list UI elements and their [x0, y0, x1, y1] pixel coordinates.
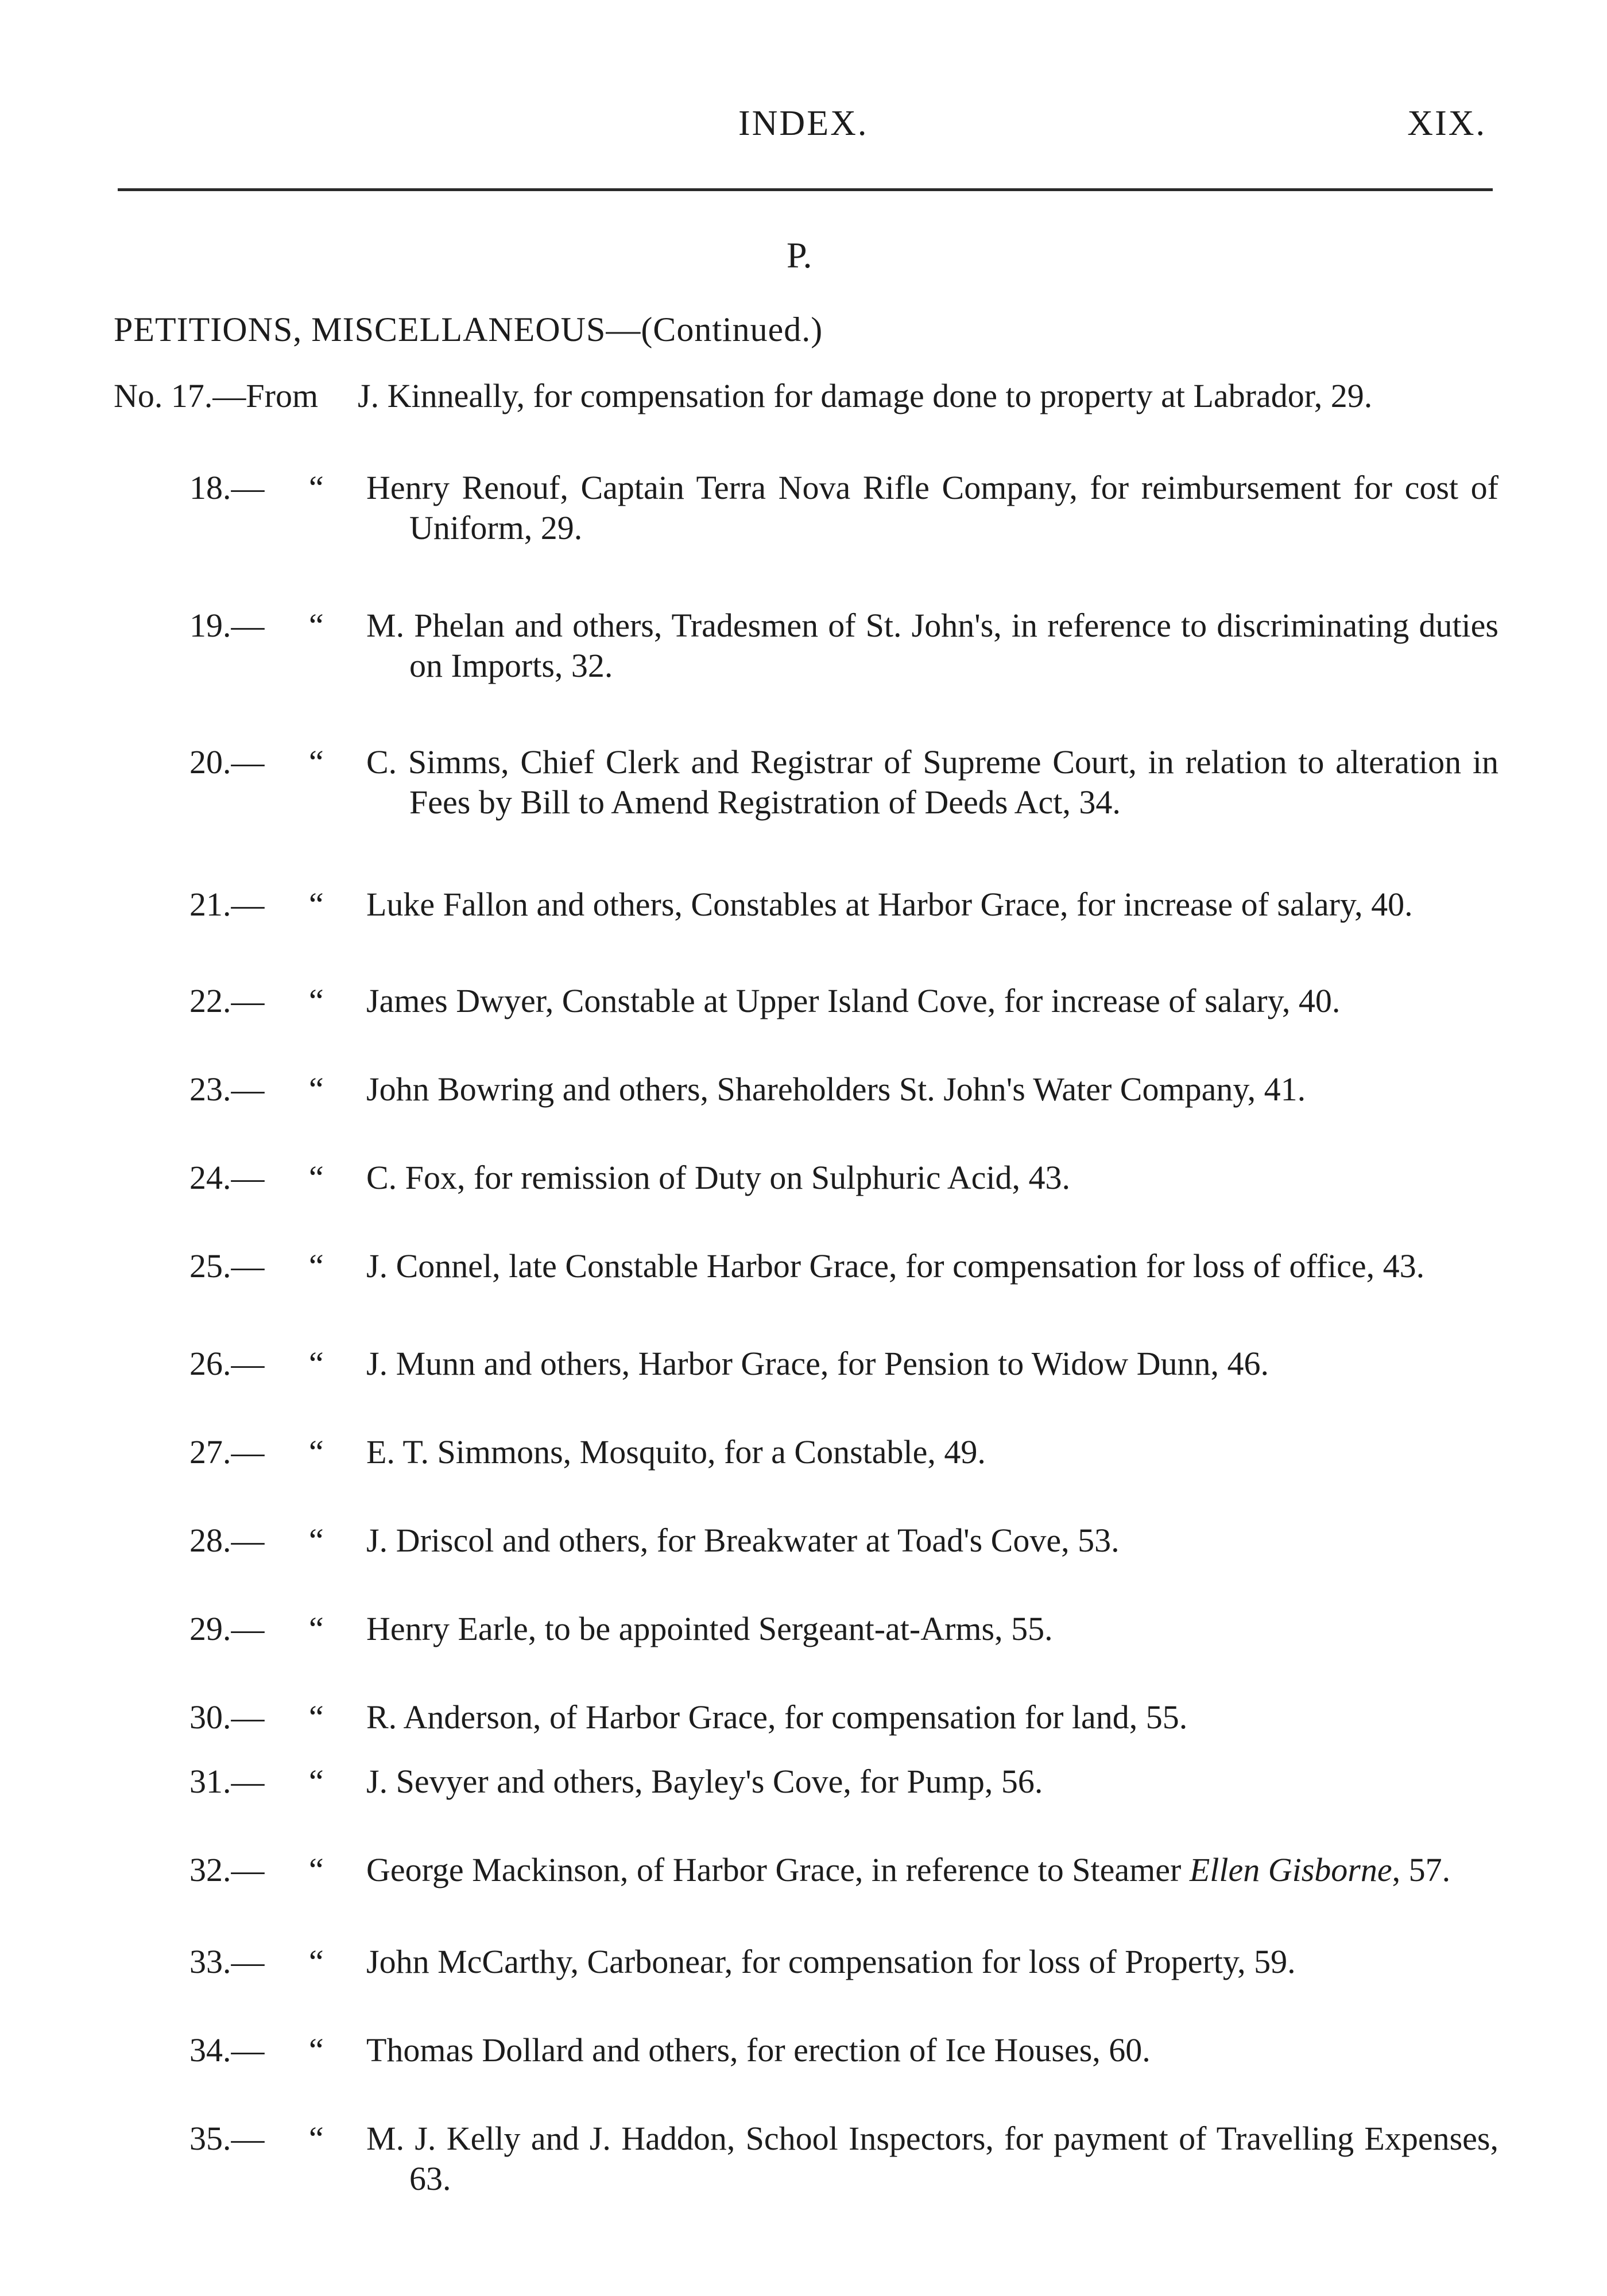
entry-text: R. Anderson, of Harbor Grace, for compensation for land, 55.: [366, 1698, 1188, 1736]
entry-number: 24.—: [189, 1159, 265, 1196]
entry-number: 34.—: [189, 2031, 265, 2069]
entry-text: Thomas Dollard and others, for erection of Ice Houses, 60.: [366, 2031, 1151, 2069]
ditto-mark: “: [309, 2031, 324, 2069]
index-entry-22: [0, 981, 1607, 1021]
entry-text: J. Kinneally, for compensation for damage done to property at Labrador, 29.: [358, 377, 1373, 414]
index-entry-19: [0, 606, 1607, 686]
ditto-mark: “: [309, 1610, 324, 1647]
header-rule: [118, 188, 1493, 191]
index-entry-30: [0, 1697, 1607, 1737]
index-entry-20: [0, 742, 1607, 823]
index-entries: [0, 376, 1607, 2247]
entry-number: 27.—: [189, 1433, 265, 1471]
section-heading: PETITIONS, MISCELLANEOUS—(Continued.): [114, 311, 823, 348]
entry-number: 31.—: [189, 1763, 265, 1800]
entry-text: J. Connel, late Constable Harbor Grace, for compensation for loss of office, 43.: [366, 1247, 1425, 1285]
ditto-mark: “: [309, 1698, 324, 1736]
entry-text-part: George Mackinson, of Harbor Grace, in reference to Steamer: [366, 1851, 1190, 1888]
entry-number: 20.—: [189, 743, 265, 781]
entry-number: 30.—: [189, 1698, 265, 1736]
index-entry-34: [0, 2030, 1607, 2070]
entry-text: Luke Fallon and others, Constables at Harbor Grace, for increase of salary, 40.: [366, 886, 1413, 923]
index-entry-21: [0, 885, 1607, 925]
entry-text: [366, 1850, 1498, 1890]
index-entry-23: [0, 1069, 1607, 1110]
entry-text: Henry Renouf, Captain Terra Nova Rifle Company, for reimbursement for cost of Uniform, 29.: [366, 469, 1498, 546]
ditto-mark: “: [309, 1522, 324, 1559]
ditto-mark: “: [309, 743, 324, 781]
index-entry-32: [0, 1850, 1607, 1890]
ditto-mark: “: [309, 1763, 324, 1800]
ditto-mark: “: [309, 1345, 324, 1382]
ditto-mark: “: [309, 886, 324, 923]
entry-text: J. Driscol and others, for Breakwater at Toad's Cove, 53.: [366, 1522, 1120, 1559]
ditto-mark: “: [309, 1943, 324, 1980]
entry-text: E. T. Simmons, Mosquito, for a Constable, 49.: [366, 1433, 986, 1471]
index-entry-33: [0, 1942, 1607, 1982]
entry-number: 19.—: [189, 607, 265, 644]
index-entry-17: [0, 376, 1607, 416]
entry-text: J. Sevyer and others, Bayley's Cove, for Pump, 56.: [366, 1763, 1043, 1800]
entry-text: C. Simms, Chief Clerk and Registrar of Supreme Court, in relation to alteration in Fees by Bill to Amend Registration of Deeds Act, 34.: [366, 743, 1498, 821]
entry-number: 22.—: [189, 982, 265, 1019]
entry-number: 26.—: [189, 1345, 265, 1382]
vessel-name: Ellen Gisborne: [1189, 1851, 1392, 1888]
entry-number: 21.—: [189, 886, 265, 923]
index-entry-31: [0, 1762, 1607, 1802]
ditto-mark: “: [309, 1159, 324, 1196]
entry-text: Henry Earle, to be appointed Sergeant-at-Arms, 55.: [366, 1610, 1053, 1647]
entry-number: 32.—: [189, 1851, 265, 1888]
ditto-mark: “: [309, 607, 324, 644]
entry-number: 28.—: [189, 1522, 265, 1559]
entry-number: 29.—: [189, 1610, 265, 1647]
ditto-mark: “: [309, 1851, 324, 1888]
entry-text: M. Phelan and others, Tradesmen of St. John's, in reference to discriminating duties on Imports, 32.: [366, 607, 1498, 684]
index-entry-18: [0, 468, 1607, 548]
ditto-mark: “: [309, 2120, 324, 2157]
entry-text: James Dwyer, Constable at Upper Island Cove, for increase of salary, 40.: [366, 982, 1341, 1019]
entry-number: 23.—: [189, 1071, 265, 1108]
ditto-mark: “: [309, 982, 324, 1019]
entry-text: J. Munn and others, Harbor Grace, for Pension to Widow Dunn, 46.: [366, 1345, 1269, 1382]
index-entry-24: [0, 1158, 1607, 1198]
running-head: [0, 103, 1607, 155]
entry-prefix: No. 17.—From: [114, 377, 319, 414]
index-entry-27: [0, 1432, 1607, 1472]
entry-text: M. J. Kelly and J. Haddon, School Inspectors, for payment of Travelling Expenses, 63.: [366, 2120, 1498, 2197]
index-entry-29: [0, 1609, 1607, 1649]
entry-text: John McCarthy, Carbonear, for compensation for loss of Property, 59.: [366, 1943, 1296, 1980]
page-number: XIX.: [1407, 104, 1486, 143]
ditto-mark: “: [309, 1247, 324, 1285]
ditto-mark: “: [309, 1433, 324, 1471]
entry-text-part: , 57.: [1392, 1851, 1451, 1888]
index-entry-25: [0, 1246, 1607, 1286]
entry-text: John Bowring and others, Shareholders St. John's Water Company, 41.: [366, 1071, 1306, 1108]
entry-number: 35.—: [189, 2120, 265, 2157]
running-title: INDEX.: [738, 104, 869, 143]
entry-text: C. Fox, for remission of Duty on Sulphuric Acid, 43.: [366, 1159, 1071, 1196]
index-entry-28: [0, 1521, 1607, 1561]
ditto-mark: “: [309, 1071, 324, 1108]
entry-number: 33.—: [189, 1943, 265, 1980]
ditto-mark: “: [309, 469, 324, 506]
entry-number: 18.—: [189, 469, 265, 506]
section-letter: P.: [787, 235, 812, 276]
index-entry-35: [0, 2119, 1607, 2199]
entry-number: 25.—: [189, 1247, 265, 1285]
index-entry-26: [0, 1344, 1607, 1384]
